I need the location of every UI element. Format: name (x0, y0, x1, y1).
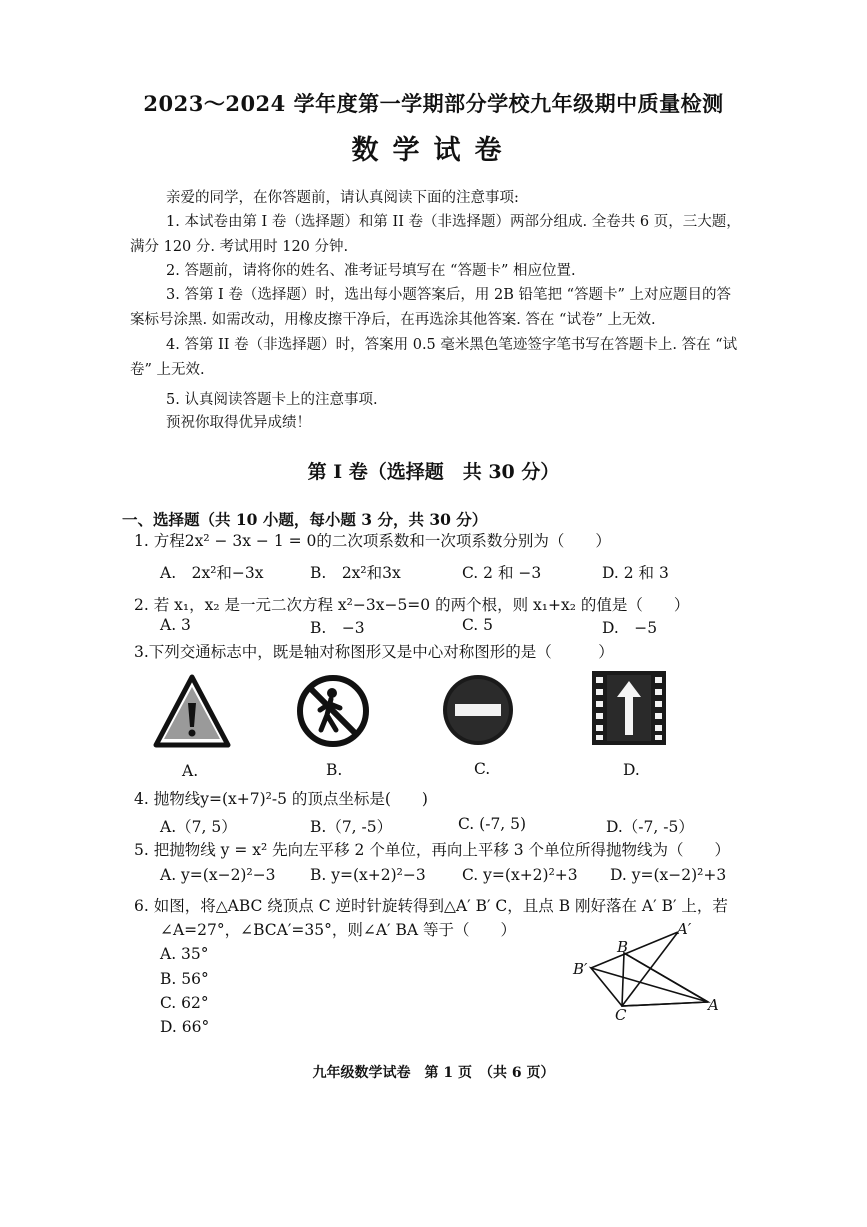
exam-title: 2023～2024 学年度第一学期部分学校九年级期中质量检测 (143, 91, 724, 116)
question-1-option-b: B. 2x²和3x (310, 564, 401, 582)
question-5-option-b: B. y=(x+2)²−3 (310, 866, 426, 884)
question-3-stem: 3.下列交通标志中，既是轴对称图形又是中心对称图形的是（ ） (134, 643, 614, 661)
notice-item-1-line-1: 1. 本试卷由第 I 卷（选择题）和第 II 卷（非选择题）两部分组成. 全卷共 6 页，三大题， (166, 214, 741, 230)
notice-item-4-line-2: 卷” 上无效. (130, 362, 205, 378)
question-4-option-b: B.（7, -5） (310, 818, 393, 836)
notice-wish: 预祝你取得优异成绩！ (166, 415, 311, 431)
question-6-option-b: B. 56° (160, 970, 209, 988)
question-6-option-a: A. 35° (160, 945, 209, 963)
question-4-option-d: D.（-7, -5） (606, 818, 694, 836)
notice-item-3-line-2: 案标号涂黑. 如需改动，用橡皮擦干净后，在再选涂其他答案. 答在 “试卷” 上无效. (130, 312, 656, 328)
question-2-option-a: A. 3 (160, 616, 191, 634)
label-point-a: A (708, 996, 719, 1014)
exam-subtitle: 数学试卷 (351, 135, 516, 166)
notice-greeting: 亲爱的同学，在你答题前，请认真阅读下面的注意事项: (166, 190, 519, 206)
question-6-option-d: D. 66° (160, 1018, 210, 1036)
label-point-a-prime: A′ (677, 920, 692, 938)
question-5-option-a: A. y=(x−2)²−3 (160, 866, 276, 884)
page-footer: 九年级数学试卷 第 1 页 （共 6 页） (312, 1065, 555, 1081)
question-5-stem: 5. 把抛物线 y = x² 先向左平移 2 个单位，再向上平移 3 个单位所得抛物线为（ ） (134, 841, 731, 859)
label-point-c: C (615, 1006, 627, 1024)
question-4-stem: 4. 抛物线y=(x+7)²-5 的顶点坐标是( ) (134, 790, 428, 808)
question-2-option-b: B. −3 (310, 619, 365, 637)
part-title: 一、选择题（共 10 小题，每小题 3 分，共 30 分） (122, 510, 488, 529)
question-3-option-b: B. (326, 761, 343, 779)
question-1-option-d: D. 2 和 3 (602, 564, 669, 582)
question-2-stem: 2. 若 x₁，x₂ 是一元二次方程 x²−3x−5=0 的两个根，则 x₁+x₂ 的值是（ ） (134, 596, 690, 614)
question-5-option-c: C. y=(x+2)²+3 (462, 866, 578, 884)
segment-b-a (624, 953, 708, 1002)
question-3-option-d: D. (623, 761, 640, 779)
label-point-b: B (617, 938, 629, 956)
question-2-option-d: D. −5 (602, 619, 658, 637)
question-4-option-c: C. (-7, 5) (458, 815, 527, 833)
question-2-option-c: C. 5 (462, 616, 494, 634)
notice-item-1-line-2: 满分 120 分. 考试用时 120 分钟. (130, 239, 349, 255)
warning-triangle-icon (153, 673, 231, 749)
label-point-b-prime: B′ (573, 960, 588, 978)
question-1-option-a: A. 2x²和−3x (160, 564, 264, 582)
notice-item-2: 2. 答题前，请将你的姓名、准考证号填写在 “答题卡” 相应位置. (166, 263, 576, 279)
question-6-stem-line-2: ∠A=27°，∠BCA′=35°，则∠A′ BA 等于（ ） (160, 921, 516, 939)
question-5-option-d: D. y=(x−2)²+3 (610, 866, 727, 884)
question-1-stem: 1. 方程2x² − 3x − 1 = 0的二次项系数和一次项系数分别为（ ） (134, 532, 611, 550)
no-pedestrian-icon (296, 674, 370, 748)
straight-ahead-icon (590, 669, 668, 747)
question-3-option-a: A. (182, 762, 199, 780)
notice-item-3-line-1: 3. 答第 I 卷（选择题）时，选出每小题答案后，用 2B 铅笔把 “答题卡” 上对应题目的答 (166, 287, 732, 303)
section-title: 第 I 卷（选择题 共 30 分） (307, 461, 560, 483)
question-3-option-c: C. (474, 760, 491, 778)
notice-item-4-line-1: 4. 答第 II 卷（非选择题）时，答案用 0.5 毫米黑色笔迹签字笔书写在答题卡上. 答在 “试 (166, 337, 738, 353)
question-4-option-a: A.（7, 5） (160, 818, 237, 836)
triangle-b-prime-c-a (591, 968, 708, 1006)
question-6-option-c: C. 62° (160, 994, 209, 1012)
question-1-option-c: C. 2 和 −3 (462, 564, 542, 582)
question-6-stem-line-1: 6. 如图，将△ABC 绕顶点 C 逆时针旋转得到△A′ B′ C，且点 B 刚好落在 A′ B′ 上，若 (134, 897, 728, 915)
no-entry-icon (441, 673, 515, 747)
notice-item-5: 5. 认真阅读答题卡上的注意事项. (166, 392, 378, 408)
